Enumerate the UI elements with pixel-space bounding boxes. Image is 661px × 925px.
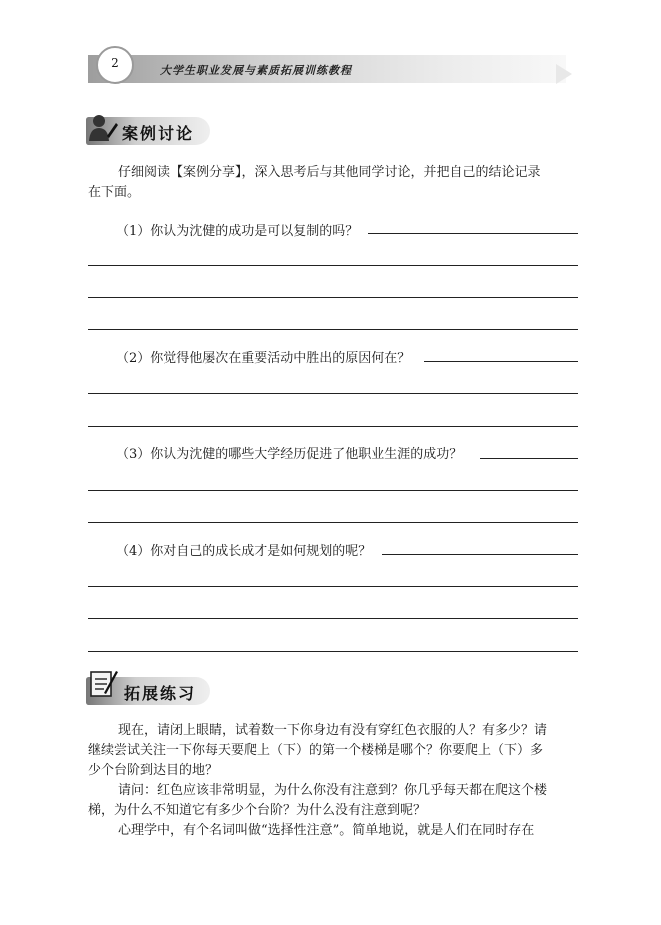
body-text-line: 心理学中，有个名词叫做“选择性注意”。简单地说，就是人们在同时存在: [118, 823, 535, 838]
answer-line[interactable]: [88, 329, 578, 330]
body-text-line: 现在，请闭上眼睛，试着数一下你身边有没有穿红色衣服的人？有多少？请: [118, 723, 548, 738]
body-text-line: 继续尝试关注一下你每天要爬上（下）的第一个楼梯是哪个？你要爬上（下）多: [88, 743, 544, 758]
intro-text-line: 仔细阅读【案例分享】，深入思考后与其他同学讨论，并把自己的结论记录: [118, 165, 541, 180]
header-arrow-icon: [556, 64, 572, 84]
question-3: （3）你认为沈健的哪些大学经历促进了他职业生涯的成功？: [116, 447, 463, 462]
answer-line[interactable]: [88, 426, 578, 427]
answer-line[interactable]: [88, 490, 578, 491]
answer-line[interactable]: [88, 586, 578, 587]
answer-line[interactable]: [480, 458, 578, 459]
answer-line[interactable]: [424, 361, 578, 362]
body-text-line: 少个台阶到达目的地？: [88, 763, 219, 778]
answer-line[interactable]: [382, 554, 578, 555]
body-text-line: 梯，为什么不知道它有多少个台阶？为什么没有注意到呢？: [88, 803, 427, 818]
intro-text-line: 在下面。: [88, 185, 141, 200]
answer-line[interactable]: [88, 618, 578, 619]
book-title: 大学生职业发展与素质拓展训练教程: [160, 64, 352, 77]
answer-line[interactable]: [88, 651, 578, 652]
answer-line[interactable]: [88, 393, 578, 394]
question-1: （1）你认为沈健的成功是可以复制的吗？: [116, 224, 359, 239]
question-4: （4）你对自己的成长成才是如何规划的呢？: [116, 544, 372, 559]
page-number: 2: [111, 56, 119, 70]
answer-line[interactable]: [88, 265, 578, 266]
section-title-extension: 拓展练习: [124, 684, 197, 703]
notepad-pencil-icon: [88, 668, 118, 698]
question-2: （2）你觉得他屡次在重要活动中胜出的原因何在？: [116, 351, 411, 366]
answer-line[interactable]: [88, 522, 578, 523]
section-title-case-discussion: 案例讨论: [122, 124, 195, 143]
answer-line[interactable]: [368, 233, 578, 234]
body-text-line: 请问：红色应该非常明显，为什么你没有注意到？你几乎每天都在爬这个楼: [118, 783, 548, 798]
answer-line[interactable]: [88, 297, 578, 298]
person-pen-icon: [88, 112, 118, 142]
